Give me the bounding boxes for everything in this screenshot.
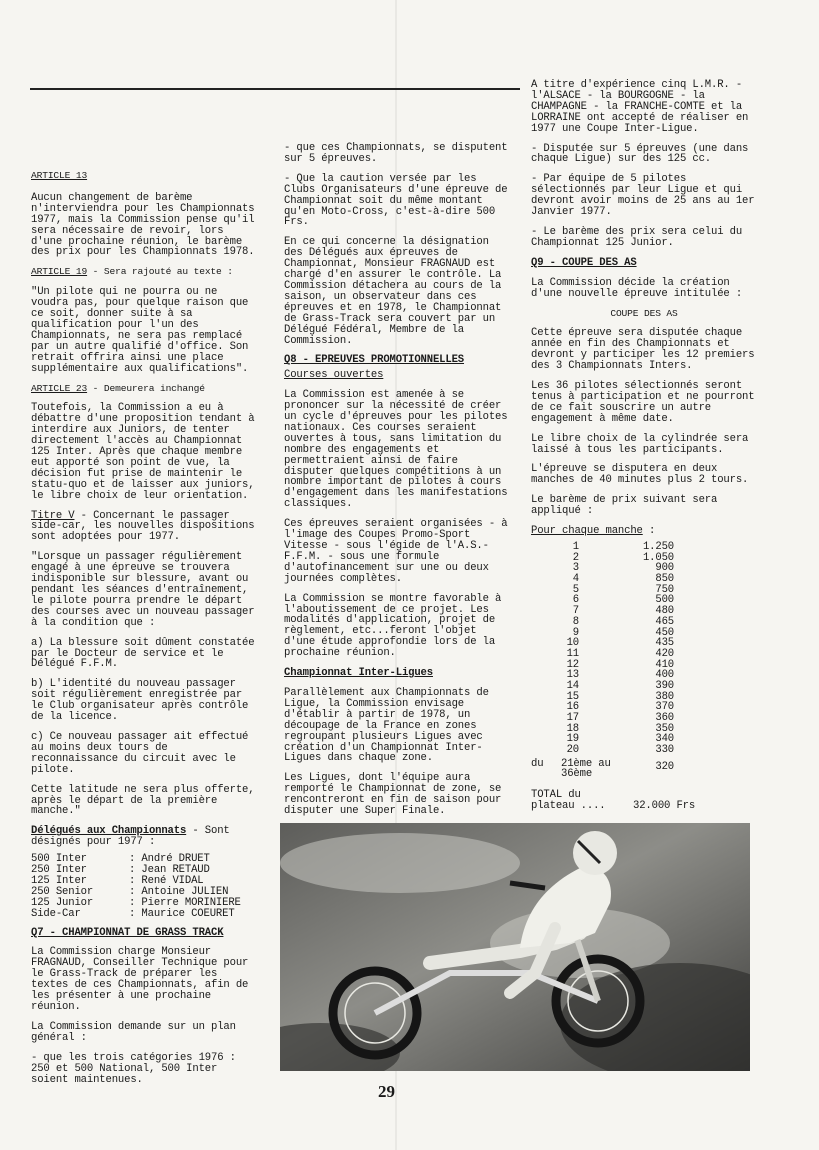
motocross-photo-graphic: [280, 823, 750, 1071]
total-row: [531, 790, 757, 812]
q7-text-3: - que les trois catégories 1976 : 250 et 500 National, 500 Inter soient maintenues.: [31, 1051, 236, 1086]
prize-amount: 350: [655, 722, 674, 735]
total-label: [531, 790, 633, 812]
prize-rank: 9: [572, 626, 579, 639]
manche-colon: :: [642, 525, 656, 538]
page-number: 29: [378, 1082, 395, 1101]
delegate-name: : Jean RETAUD: [129, 864, 210, 877]
article19-quote: "Un pilote qui ne pourra ou ne voudra pas, pour quelque raison que ce soit, donner suite à sa qualification pour l'un des Championnats, ne sera pas remplacé par un autre qualifié d'office. Son retrait offrira ainsi une place supplémentaire aux qualifications".: [31, 286, 249, 375]
prize-amount: 450: [655, 626, 674, 639]
prize-rank: 13: [566, 669, 579, 682]
prize-amount: 400: [655, 669, 674, 682]
prize-row: [531, 553, 757, 564]
q7-heading: Q7 - CHAMPIONNAT DE GRASS TRACK: [31, 926, 224, 939]
col3-para-1: A titre d'expérience cinq L.M.R. - l'ALSACE - la BOURGOGNE - la CHAMPAGNE - la FRANCHE-COMTE et la LORRAINE ont accepté de réaliser en 1977 une Coupe Inter-Ligue.: [531, 79, 749, 135]
range-du: du: [531, 757, 544, 770]
delegate-name: : André DRUET: [129, 853, 210, 866]
delegate-category: 125 Junior: [31, 896, 94, 909]
col3-para-2: - Disputée sur 5 épreuves (une dans chaque Ligue) sur des 125 cc.: [531, 142, 749, 166]
delegate-category: 125 Inter: [31, 874, 87, 887]
delegate-row: [31, 909, 259, 920]
prize-row: [531, 606, 757, 617]
column-right: [531, 80, 757, 812]
q7-text-1: La Commission charge Monsieur FRAGNAUD, Conseiller Technique pour le Grass-Track de préparer les textes de ces Championnats, afin de les présenter à une prochaine réunion.: [31, 946, 249, 1013]
prize-amount: 380: [655, 690, 674, 703]
prize-rank: 17: [566, 712, 579, 724]
delegate-category: Side-Car: [31, 907, 81, 920]
prize-amount: 435: [655, 637, 674, 650]
prize-row: [531, 745, 757, 756]
prize-rank: 19: [566, 733, 579, 746]
range-from: 21ème au: [561, 757, 611, 770]
prize-amount: 420: [655, 647, 674, 660]
col2-para-2: - Que la caution versée par les Clubs Organisateurs d'une épreuve de Championnat soit du même montant qu'en Moto-Cross, c'est-à-dire 500 Frs.: [284, 172, 508, 229]
q8-subheading: Courses ouvertes: [284, 369, 384, 382]
prize-row: [531, 563, 757, 574]
interligues-para-1: Parallèlement aux Championnats de Ligue, la Commission envisage d'établir à partir de 1978, un découpage de la France en zones regroupant plusieurs Ligues avec création d'un Championnat Inter-Ligues dans chaque zone.: [284, 686, 489, 765]
article23-text: Toutefois, la Commission a eu à débattre d'une proposition tendant à interdire aux Juniors, de tenter directement l'accès au Championnat 125 Inter. Après que chaque membre eut apporté son point de vue, la décision fut prise de maintenir le statu-quo et de laisser aux juniors, le libre choix de leur orientation.: [31, 402, 255, 502]
condition-c: c) Ce nouveau passager ait effectué au moins deux tours de reconnaissance du circuit avec le pilote.: [31, 730, 249, 776]
prize-row: [531, 617, 757, 628]
prize-amount: 750: [655, 583, 674, 596]
delegate-name: : Pierre MORINIERE: [129, 896, 241, 909]
prize-rank: 14: [566, 679, 579, 692]
prize-rank: 2: [572, 551, 579, 564]
titre5-heading: Titre V: [31, 509, 75, 522]
condition-b: b) L'identité du nouveau passager soit régulièrement enregistrée par le Club organisateur après contrôle de la licence.: [31, 678, 249, 724]
col2-para-1: - que ces Championnats, se disputent sur 5 épreuves.: [284, 142, 508, 165]
prize-rank: 3: [572, 562, 579, 575]
article19-note: - Sera rajouté au texte :: [87, 266, 233, 278]
prize-rank: 6: [572, 594, 579, 607]
delegates-heading: Délégués aux Championnats: [31, 825, 187, 838]
prize-row: [531, 734, 757, 745]
range-to: 36ème: [561, 768, 593, 781]
prize-amount: 360: [655, 712, 674, 724]
delegate-category: 250 Inter: [31, 864, 87, 877]
interligues-heading: Championnat Inter-Ligues: [284, 667, 433, 680]
prize-amount: 480: [655, 605, 674, 618]
prize-amount: 330: [655, 744, 674, 757]
prize-row: [531, 713, 757, 724]
q8-para-3: La Commission se montre favorable à l'aboutissement de ce projet. Les modalités d'application, projet de règlement, etc...feront l'objet d'une étude approfondie lors de la prochaine réunion.: [284, 592, 502, 660]
delegate-category: 250 Senior: [31, 885, 94, 898]
prize-rank: 12: [566, 658, 579, 671]
prize-row: [531, 724, 757, 735]
q9-para-2: Cette épreuve sera disputée chaque année en fin des Championnats et devront y participer les 12 premiers des 3 Championnats Inters.: [531, 327, 755, 373]
prize-rank: 1: [572, 541, 579, 553]
article19-heading: ARTICLE 19: [31, 266, 88, 278]
prize-amount: 390: [655, 679, 674, 692]
col3-para-3: - Par équipe de 5 pilotes sélectionnés par leur Ligue et qui devront avoir moins de 25 ans au 1er Janvier 1977.: [531, 173, 755, 219]
prize-rank: 8: [572, 615, 579, 628]
prize-rank: 18: [566, 722, 579, 735]
prize-rank: 10: [566, 637, 579, 650]
prize-rank: 7: [572, 605, 579, 618]
motocross-photo: [280, 823, 750, 1071]
q9-para-3: Les 36 pilotes sélectionnés seront tenus à participation et ne pourront de ce fait souscrire un autre engagement à même date.: [531, 380, 755, 425]
prize-rank: 4: [572, 573, 579, 586]
prize-row: [531, 628, 757, 639]
prize-row: [531, 670, 757, 681]
prize-amount: 900: [655, 562, 674, 575]
q9-para-5: L'épreuve se disputera en deux manches de 40 minutes plus 2 tours.: [531, 463, 749, 487]
prize-amount: 1.050: [642, 551, 674, 564]
delegates-list: [31, 854, 259, 919]
prize-row: [531, 638, 757, 649]
prize-amount: 340: [655, 733, 674, 746]
prize-amount: 1.250: [642, 541, 674, 553]
prize-rank: 20: [566, 744, 579, 757]
prize-amount: 410: [655, 658, 674, 671]
header-rule: [30, 88, 520, 90]
prize-table: [531, 542, 757, 756]
prize-amount: 370: [655, 701, 674, 714]
prize-row: [531, 574, 757, 585]
prize-rank: 11: [566, 647, 579, 660]
article13-text: Aucun changement de barème n'interviendra pour les Championnats 1977, mais la Commission pense qu'il sera nécessaire de revoir, lors d'une prochaine réunion, le barème des prix pour les Championnats 1978.: [31, 191, 255, 259]
prize-rank: 15: [566, 690, 579, 703]
prize-row: [531, 660, 757, 671]
total-label-1: TOTAL du: [531, 788, 581, 801]
article23-note: - Demeurera inchangé: [87, 382, 205, 394]
range-amount: 320: [655, 760, 674, 773]
q7-text-2: La Commission demande sur un plan général :: [31, 1020, 236, 1044]
prize-rank: 5: [572, 583, 579, 596]
condition-a: a) La blessure soit dûment constatée par le Docteur de service et le Délégué F.F.M.: [31, 636, 255, 671]
delegate-category: 500 Inter: [31, 853, 87, 866]
q8-para-2: Ces épreuves seraient organisées - à l'image des Coupes Promo-Sport Vitesse - sous l'égide de l'A.S.-F.F.M. - sous une formule d'autofinancement sur une ou deux journées complètes.: [284, 518, 508, 585]
prize-amount: 500: [655, 594, 674, 607]
prize-amount: 850: [655, 573, 674, 586]
manche-heading: Pour chaque manche: [531, 525, 643, 538]
col2-para-3: En ce qui concerne la désignation des Délégués aux épreuves de Championnat, Monsieur FRAGNAUD est chargé d'en assurer le contrôle. La Commission détachera au cours de la saison, un observateur dans ces épreuves et en 1978, le Championnat de Grass-Track sera couvert par un Délégué Fédéral, Membre de la Commission.: [284, 236, 502, 347]
q8-heading: Q8 - EPREUVES PROMOTIONNELLES: [284, 354, 465, 367]
prize-amount: 465: [655, 615, 674, 628]
total-label-2: plateau ....: [531, 799, 606, 812]
prize-row: [531, 595, 757, 606]
prize-row: [531, 585, 757, 596]
q8-para-1: La Commission est amenée à se prononcer sur la nécessité de créer un cycle d'épreuves pour les pilotes nationaux. Ces courses seraient ouvertes à tous, sans limitation du nombre des engagements et permettraient ainsi de faire disputer quelques compétitions à un nombre important de pilotes à cours d'engagement dans les manifestations classiques.: [284, 389, 508, 511]
q9-para-6: Le barème de prix suivant sera appliqué :: [531, 494, 718, 518]
q9-para-4: Le libre choix de la cylindrée sera laissé à tous les participants.: [531, 432, 749, 456]
delegate-name: : Maurice COEURET: [129, 907, 235, 920]
prize-range-row: [531, 759, 757, 780]
prize-rank: 16: [566, 701, 579, 714]
column-left: [31, 171, 259, 1094]
prize-row: [531, 681, 757, 692]
article23-heading: ARTICLE 23: [31, 382, 88, 394]
delegates-intro: - Sont désignés pour 1977 :: [31, 825, 230, 849]
q9-para-1: La Commission décide la création d'une nouvelle épreuve intitulée :: [531, 276, 743, 300]
column-middle: [284, 143, 509, 826]
col3-para-4: - Le barème des prix sera celui du Championnat 125 Junior.: [531, 225, 743, 249]
total-amount: 32.000 Frs: [633, 799, 696, 812]
delegate-name: : Antoine JULIEN: [129, 885, 229, 898]
prize-row: [531, 702, 757, 713]
prize-row: [531, 692, 757, 703]
interligues-para-2: Les Ligues, dont l'équipe aura remporté le Championnat de zone, se rencontreront en fin de saison pour disputer une Super Finale.: [284, 772, 502, 818]
range-ranks: [561, 759, 651, 780]
q9-heading: Q9 - COUPE DES AS: [531, 256, 637, 269]
prize-row: [531, 649, 757, 660]
titre5-quote: "Lorsque un passager régulièrement engagé à une épreuve se trouvera indisponible sur blessure, avant ou pendant les séances d'entraînement, le pilote pourra prendre le départ des courses avec un nouveau passager à la condition que :: [31, 551, 255, 629]
titre5-intro: - Concernant le passager side-car, les nouvelles dispositions sont adoptées pour 1977.: [31, 509, 255, 544]
delegate-name: : René VIDAL: [129, 874, 204, 887]
article13-heading: ARTICLE 13: [31, 170, 88, 181]
coupe-des-as-title: COUPE DES AS: [610, 307, 678, 319]
latitude-text: Cette latitude ne sera plus offerte, après le départ de la première manche.": [31, 783, 255, 818]
